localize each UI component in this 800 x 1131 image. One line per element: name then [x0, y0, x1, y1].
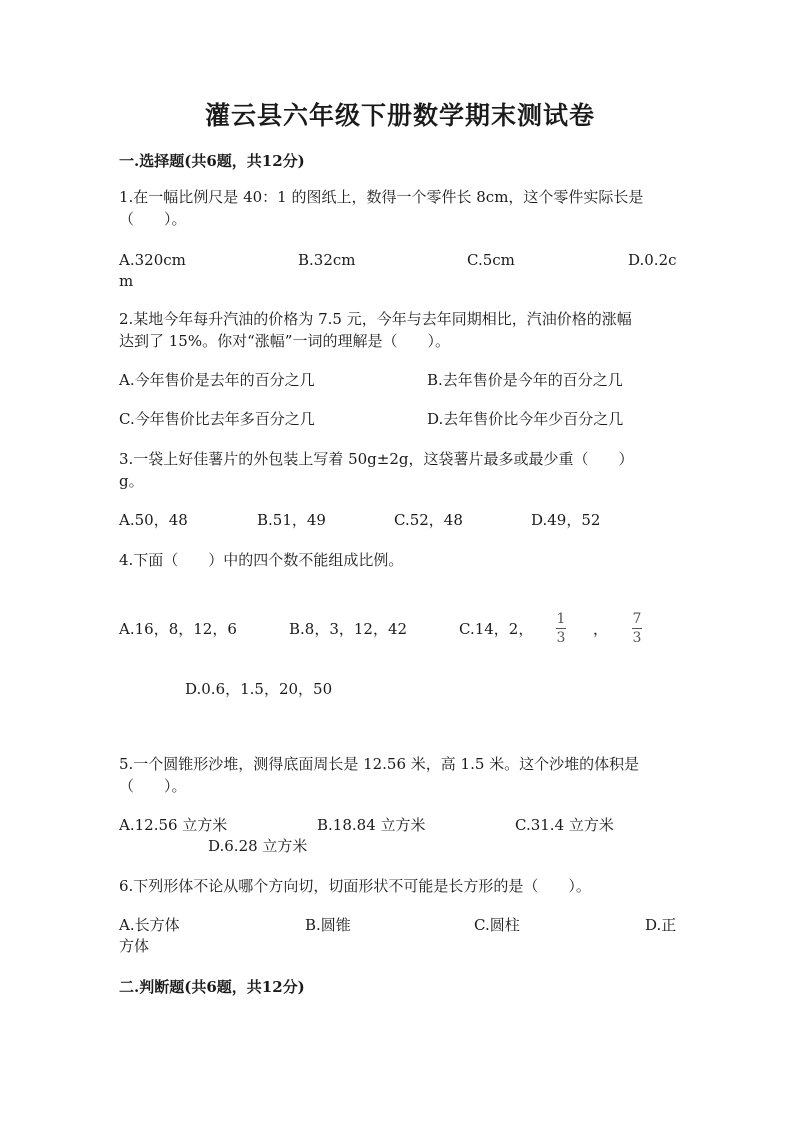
question-6-option-c: C.圆柱: [474, 916, 520, 934]
question-4-option-a: A.16，8，12，6: [119, 620, 237, 638]
question-2-option-b: B.去年售价是今年的百分之几: [427, 371, 623, 389]
question-4-option-d: D.0.6，1.5，20，50: [185, 680, 333, 698]
fraction-denominator: 3: [556, 630, 566, 646]
question-5-option-a: A.12.56 立方米: [119, 816, 228, 834]
question-4-option-c-separator: ，: [593, 620, 609, 638]
question-4-fraction-one-third: [556, 612, 566, 645]
fraction-numerator: 1: [556, 611, 566, 627]
question-4-fraction-seven-thirds: [632, 612, 642, 645]
question-6-option-a: A.长方体: [119, 916, 180, 934]
question-2-stem: 2.某地今年每升汽油的价格为 7.5 元，今年与去年同期相比，汽油价格的涨幅: [119, 310, 632, 328]
question-5-stem-cont: （ ）。: [119, 777, 187, 795]
question-4-option-b: B.8，3，12，42: [289, 620, 408, 638]
question-3-option-b: B.51，49: [257, 511, 326, 529]
section-heading-judgment: 二.判断题(共6题，共12分): [119, 978, 305, 996]
question-3-option-d: D.49，52: [531, 511, 601, 529]
fraction-bar: [556, 628, 566, 629]
fraction-bar: [632, 628, 642, 629]
question-5-option-d: D.6.28 立方米: [208, 837, 308, 855]
question-4-option-c: C.14，2，: [459, 620, 534, 638]
question-6-option-d-wrap: 方体: [119, 937, 150, 955]
question-1-option-d: D.0.2c: [628, 251, 677, 269]
question-2-option-a: A.今年售价是去年的百分之几: [119, 371, 315, 389]
question-5-option-c: C.31.4 立方米: [515, 816, 614, 834]
question-1-option-a: A.320cm: [119, 251, 186, 269]
question-3-stem: 3.一袋上好佳薯片的外包装上写着 50g±2g，这袋薯片最多或最少重（ ）: [119, 450, 634, 468]
question-5-option-b: B.18.84 立方米: [317, 816, 426, 834]
question-1-stem-cont: （ ）。: [119, 210, 187, 228]
question-1-option-d-wrap: m: [119, 272, 134, 290]
question-3-option-c: C.52，48: [394, 511, 463, 529]
question-4-stem: 4.下面（ ）中的四个数不能组成比例。: [119, 551, 404, 569]
page-title: 灌云县六年级下册数学期末测试卷: [204, 101, 595, 130]
question-2-option-c: C.今年售价比去年多百分之几: [119, 410, 315, 428]
question-3-stem-cont: g。: [119, 472, 144, 490]
fraction-numerator: 7: [632, 611, 642, 627]
question-1-stem: 1.在一幅比例尺是 40：1 的图纸上，数得一个零件长 8cm，这个零件实际长是: [119, 188, 644, 206]
question-1-option-c: C.5cm: [467, 251, 515, 269]
question-6-stem: 6.下列形体不论从哪个方向切，切面形状不可能是长方形的是（ ）。: [119, 877, 591, 895]
question-1-option-b: B.32cm: [298, 251, 356, 269]
fraction-denominator: 3: [632, 630, 642, 646]
question-6-option-d: D.正: [645, 916, 677, 934]
section-heading-choice: 一.选择题(共6题，共12分): [119, 152, 305, 170]
question-5-stem: 5.一个圆锥形沙堆，测得底面周长是 12.56 米，高 1.5 米。这个沙堆的体积是: [119, 755, 640, 773]
question-2-stem-cont: 达到了 15%。你对“涨幅”一词的理解是（ ）。: [119, 332, 450, 350]
question-3-option-a: A.50，48: [119, 511, 188, 529]
question-2-option-d: D.去年售价比今年少百分之几: [427, 410, 624, 428]
question-6-option-b: B.圆锥: [305, 916, 351, 934]
